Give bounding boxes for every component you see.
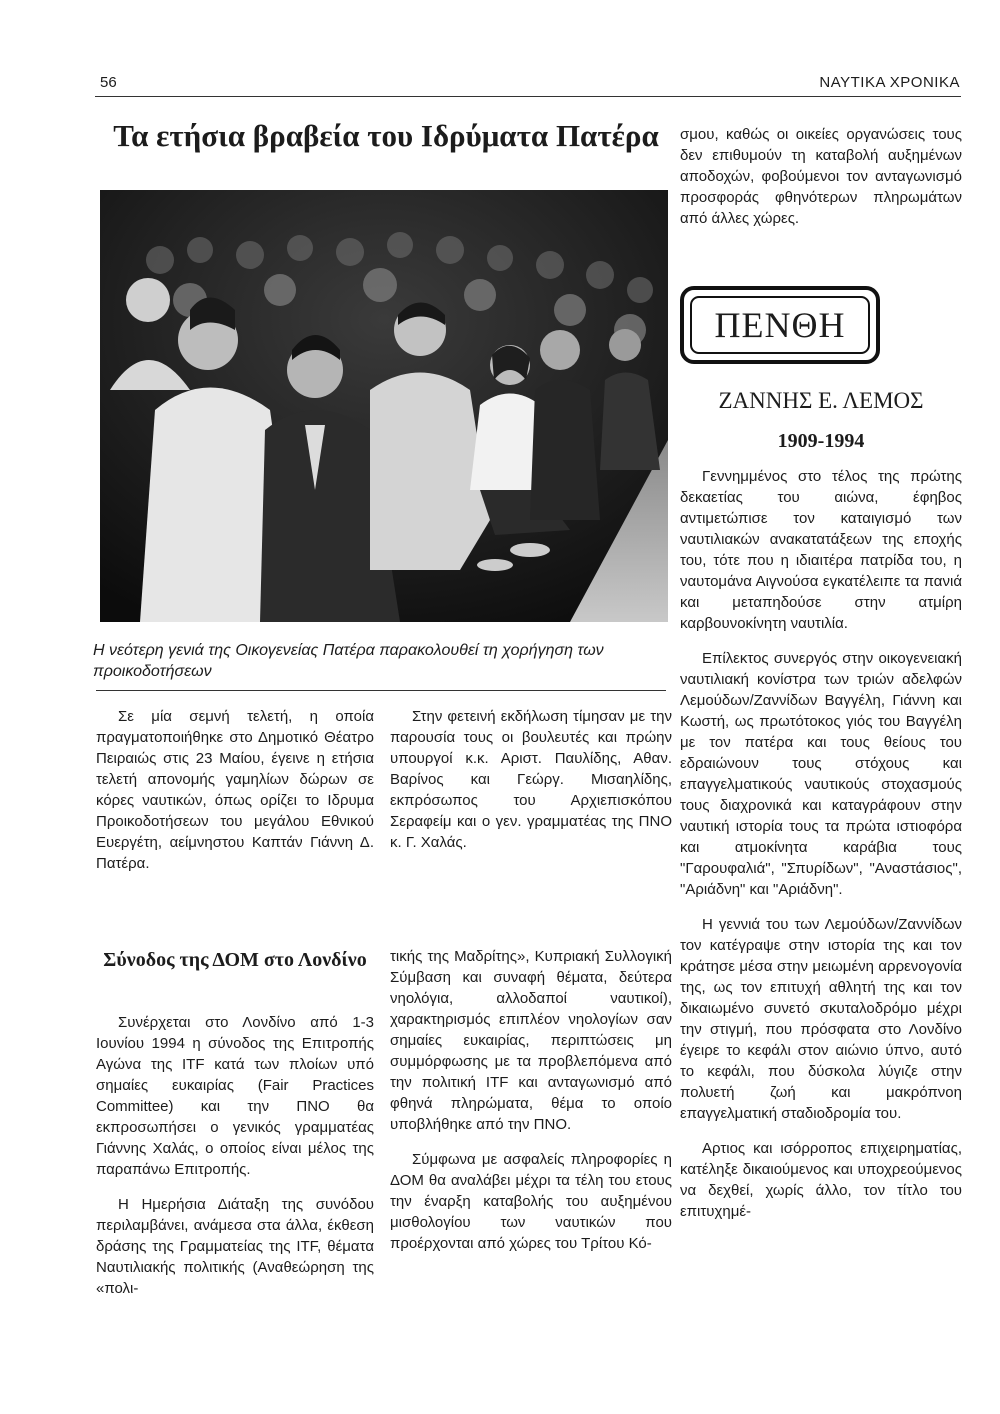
article2-paragraph: Σύμφωνα με ασφαλείς πληροφορίες η ΔΟΜ θα αναλάβει μέχρι τα τέλη του ετους την έναρξη καταβολής του αυξημένου μισθολογίου των ναυτικών που προέρχονται από χώρες του Τρίτου Κό- bbox=[390, 1151, 672, 1252]
article-headline: Τα ετήσια βραβεία του Ιδρύματα Πατέρα bbox=[113, 118, 659, 153]
photo-caption: Η νεότερη γενιά της Οικογενείας Πατέρα παρακολουθεί τη χορήγηση των προικοδοτήσεων bbox=[93, 642, 604, 680]
article1-column2 bbox=[390, 706, 672, 867]
section-title: ΠΕΝΘΗ bbox=[690, 296, 870, 354]
obituary-name: ΖΑΝΝΗΣ Ε. ΛΕΜΟΣ bbox=[718, 388, 924, 413]
audience-photo-illustration bbox=[100, 190, 668, 622]
obituary-years: 1909-1994 bbox=[777, 430, 865, 452]
article2-continuation bbox=[680, 124, 962, 243]
obituary-column bbox=[680, 466, 962, 1236]
page-number: 56 bbox=[100, 74, 117, 91]
caption-rule bbox=[96, 690, 666, 691]
article2-paragraph: Η Ημερήσια Διάταξη της συνόδου περιλαμβάνει, ανάμεσα στα άλλα, έκθεση δράσης της Γραμματείας της ITF, θέματα Ναυτιλιακής πολιτικής (Αναθεώρηση της «πολι- bbox=[96, 1196, 374, 1297]
article2-column1 bbox=[96, 1012, 374, 1313]
article1-paragraph: Στην φετεινή εκδήλωση τίμησαν με την παρουσία τους οι βουλευτές και πρώην υπουργοί κ.κ. Αριστ. Παυλίδης, Αθαν. Βαρίνος και Γεώργ. Μισαηλίδης, εκπρόσωπος του Αρχιεπισκόπου Σεραφείμ και ο γεν. γραμματέας της ΠΝΟ κ. Γ. Χαλάς. bbox=[390, 708, 672, 851]
obituary-paragraph: Επίλεκτος συνεργός στην οικογενειακή ναυτιλιακή κονίστρα των τριών αδελφών Λεμούδων/Ζαννίδων Βαγγέλη, Γιάννη και Κωστή, ως πρωτότοκος γιός του Βαγγέλη με τον πατέρα και τους θείους του εδραιώνουν τους στόχους και επαγγελματικούς ναυτικούς στοχασμούς τους διαχρονικά και καταγράφουν στην ναυτική ιστορία τους τα πρώτα ιστιοφόρα και ατμοκίνητα καράβια τους "Γαρουφαλιά", "Σπυρίδων", "Αναστάσιος", "Αριάδνη" και "Αριάδνη". bbox=[680, 650, 962, 898]
article2-paragraph: σμου, καθώς οι οικείες οργανώσεις τους δεν επιθυμούν τη καταβολή αυξημένων αποδοχών, φοβούμενοι τον ανταγωνισμό προσφοράς φθηνότερων πληρωμάτων από άλλες χώρες. bbox=[680, 126, 962, 227]
article2-paragraph: Συνέρχεται στο Λονδίνο από 1-3 Ιουνίου 1994 η σύνοδος της Επιτροπής Αγώνα της ITF κατά των πλοίων υπό σημαίες ευκαιρίας (Fair Practices Committee) και την ΠΝΟ θα εκπροσωπήσει ο γενικός γραμματέας Γιάννης Χαλάς, ο οποίος είναι μέλος της παραπάνω Επιτροπής. bbox=[96, 1014, 374, 1178]
obituary-paragraph: Η γεννιά του των Λεμούδων/Ζαννίδων τον κατέγραψε στην ιστορία της και τον κράτησε μέσα στην μειωμένη αρρενογονία της, ως τον επιτυχή αθλητή της και τον δικαιωμένο συνετό σκυταλοδρόμο μέχρι την στιγμή, που πρόσφατα στο Λονδίνο έγειρε το κεφάλι στον αιώνιο ύπνο, αυτό το κεφάλι, που δύσκολα λύγιζε στην πολυετή ζωή και μακρόπνοη επαγγελματική σταδιοδρομία του. bbox=[680, 916, 962, 1122]
article2-column2 bbox=[390, 946, 672, 1268]
obituary-paragraph: Αρτιος και ισόρροπος επιχειρηματίας, κατέληξε δικαιούμενος και υποχρεούμενος να δεχθεί, χωρίς άλλο, τον τίτλο του επιτυχημέ- bbox=[680, 1140, 962, 1220]
header-rule bbox=[95, 96, 961, 97]
article1-column1 bbox=[96, 706, 374, 888]
article2-paragraph: τικής της Μαδρίτης», Κυπριακή Συλλογική Σύμβαση και συναφή θέματα, δεύτερα νηολόγια, αλλοδαποί ναυτικοί), χαρακτηρισμός επιπλέον νηολογίων σαν σημαίες ευκαιρίας, περιπτώσεις μη συμμόρφωσης με τα προβλεπόμενα από την πολιτική ITF και ανταγωνισμό από φθηνά πληρώματα, θέμα το οποίο υποβλήθηκε από την ΠΝΟ. bbox=[390, 948, 672, 1133]
running-head: ΝΑΥΤΙΚΑ ΧΡΟΝΙΚΑ bbox=[819, 74, 960, 91]
article-photo bbox=[100, 190, 668, 622]
obituary-paragraph: Γεννημμένος στο τέλος της πρώτης δεκαετίας του αιώνα, έφηβος αντιμετώπισε τον καταιγισμό των ναυτιλιακών ανακατατάξεων της εποχής του, τότε που η ιδιαιτέρα πατρίδα του, η ναυτομάνα Αιγνούσα εγκατέλειπε τα πανιά και μεταπηδούσε στην ατμίρη καρβουνοκίνητη ναυτιλία. bbox=[680, 468, 962, 632]
article1-paragraph: Σε μία σεμνή τελετή, η οποία πραγματοποιήθηκε στο Δημοτικό Θέατρο Πειραιώς στις 23 Μαίου, έγεινε η ετήσια τελετή απονομής γαμηλίων δώρων σε κόρες ναυτικών, όπως ορίζει το Ιδρυμα Προικοδοτήσεων του μεγάλου Εθνικού Ευεργέτη, αείμνηστου Καπτάν Γιάννη Δ. Πατέρα. bbox=[96, 708, 374, 872]
article2-headline: Σύνοδος της ΔΟΜ στο Λονδίνο bbox=[103, 949, 367, 971]
